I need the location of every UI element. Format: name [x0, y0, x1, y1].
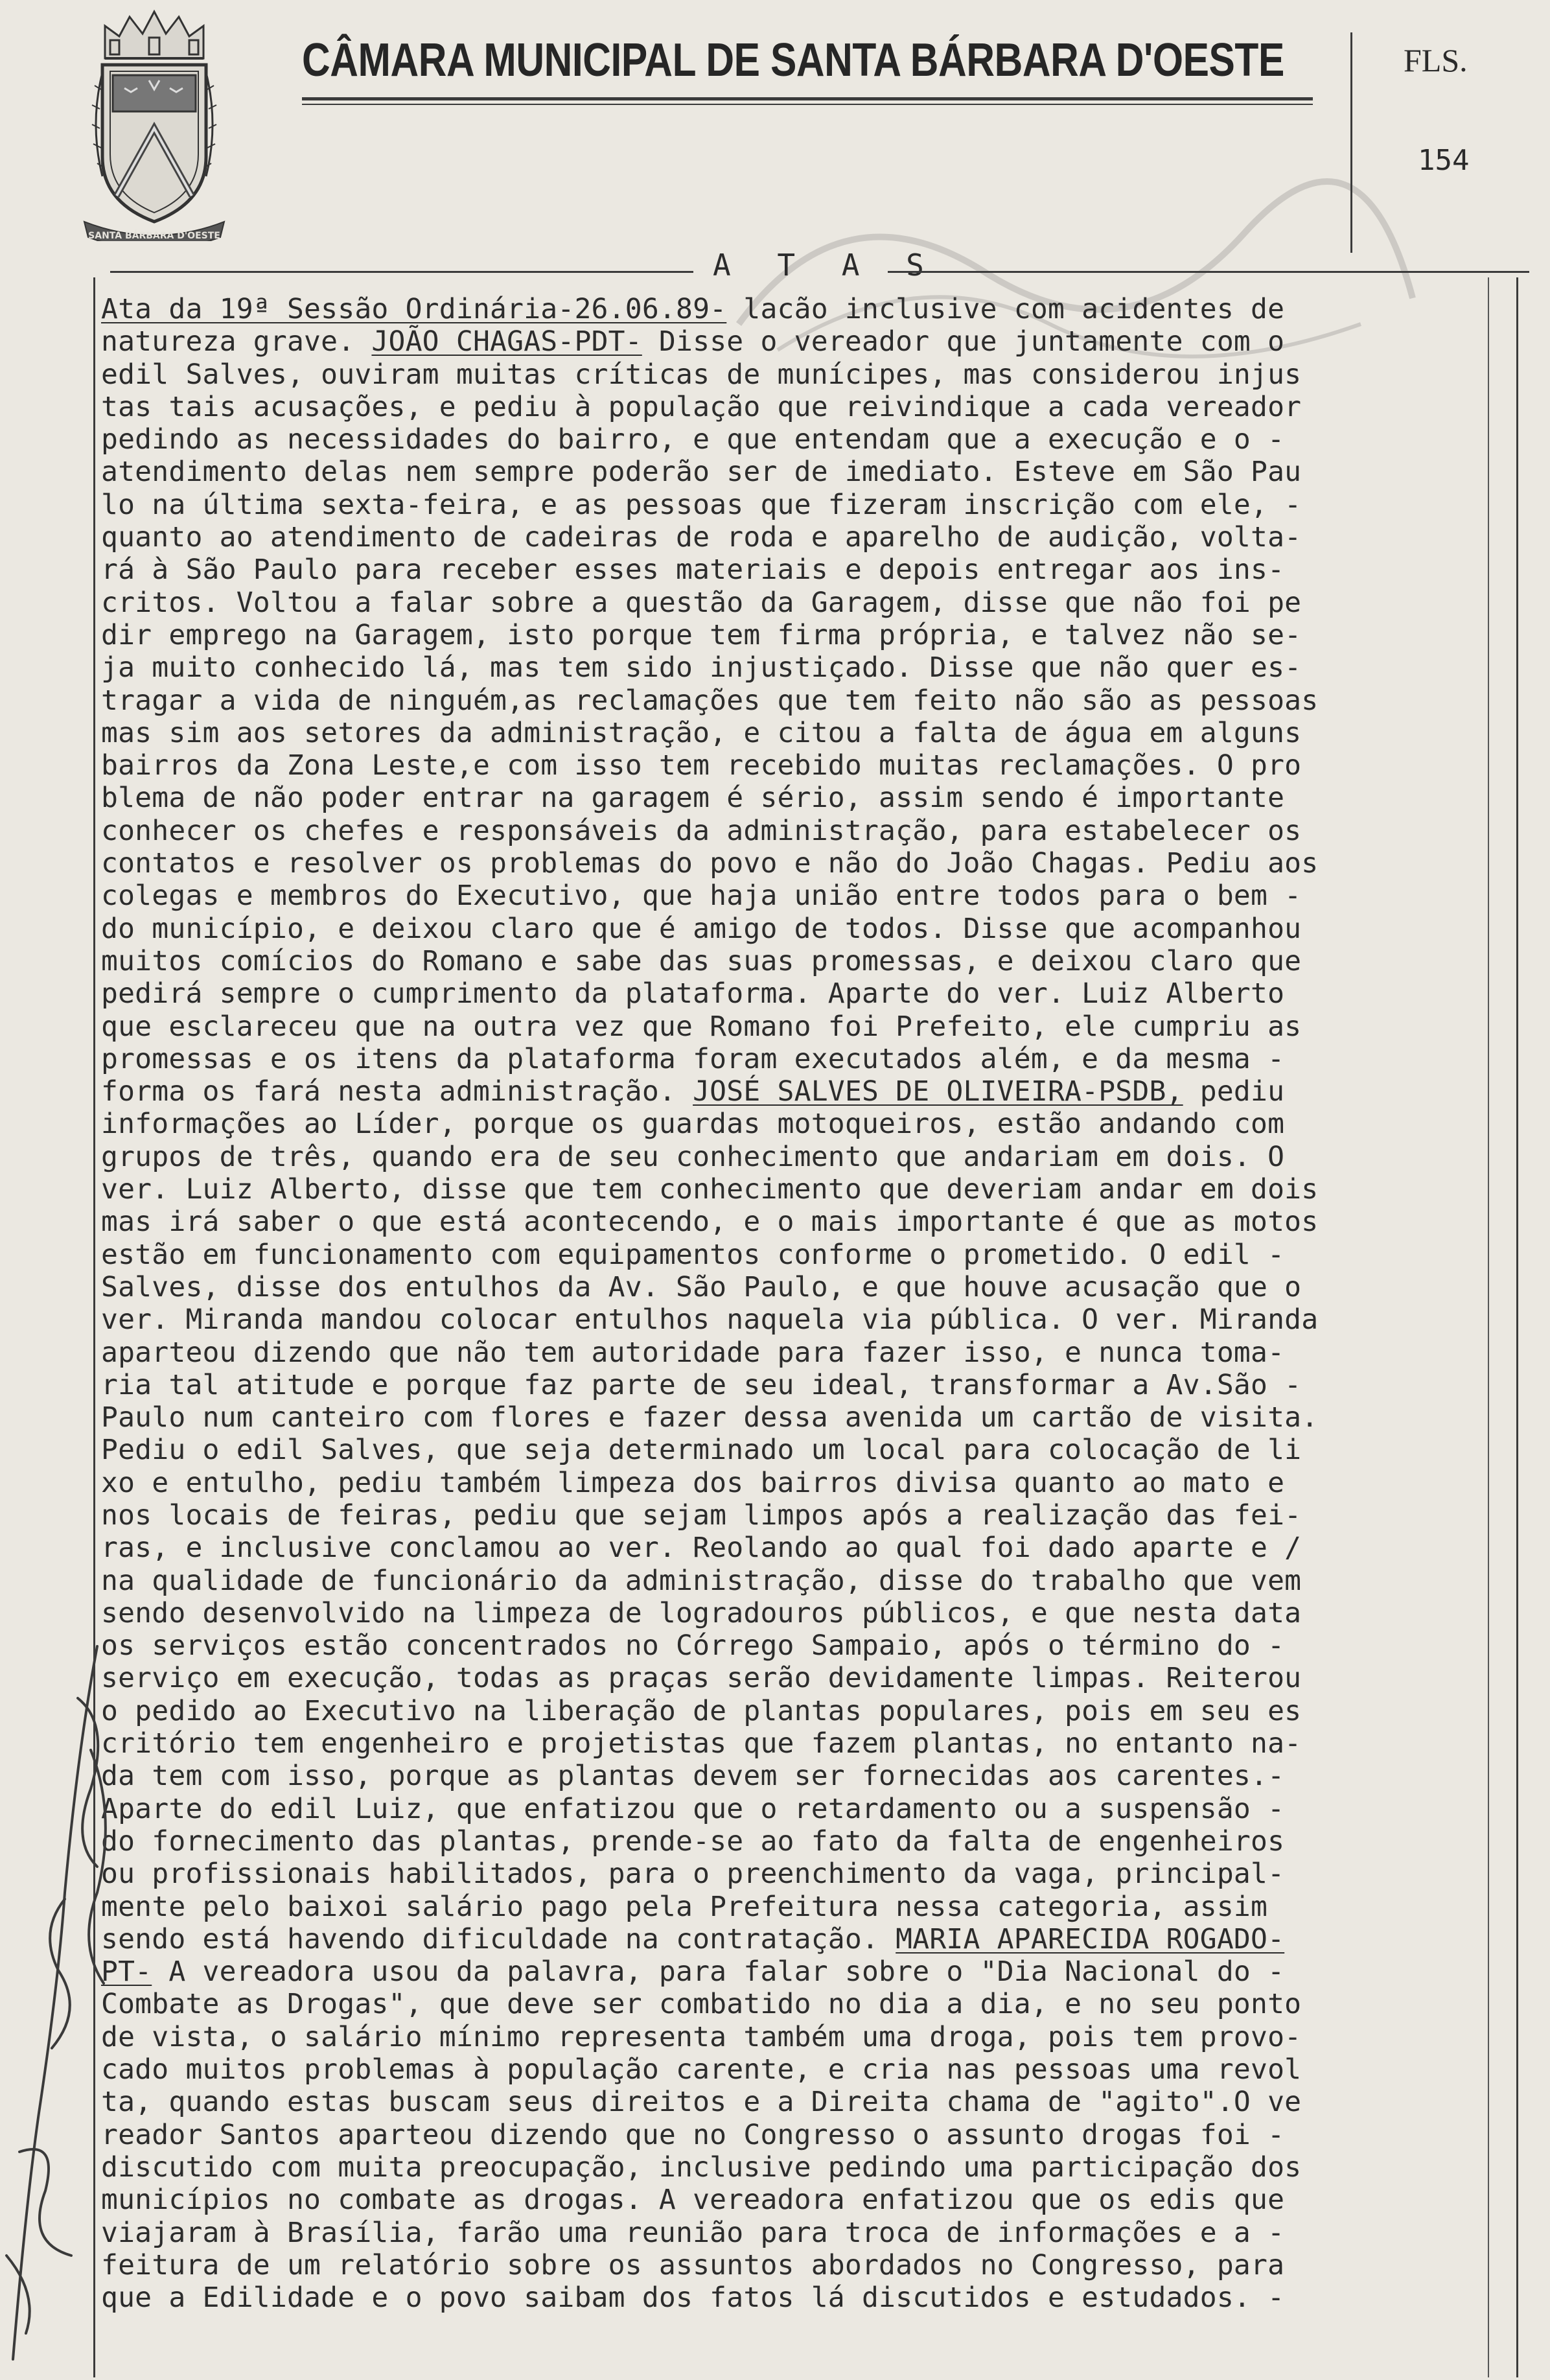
minutes-line	[101, 1075, 1488, 1108]
minutes-text: viajaram à Brasília, farão uma reunião para troca de informações e a -	[101, 2216, 1285, 2249]
minutes-text: muitos comícios do Romano e sabe das suas promessas, e deixou claro que	[101, 944, 1302, 977]
page-number: 154	[1418, 144, 1470, 177]
minutes-text: Combate as Drogas", que deve ser combatido no dia a dia, e no seu ponto	[101, 1988, 1302, 2021]
minutes-line	[101, 521, 1488, 554]
minutes-text: natureza grave.	[101, 325, 372, 358]
minutes-line	[101, 391, 1488, 423]
minutes-text: bairros da Zona Leste,e com isso tem recebido muitas reclamações. O pro	[101, 749, 1302, 782]
minutes-text: Aparte do edil Luiz, que enfatizou que o retardamento ou a suspensão -	[101, 1792, 1285, 1825]
minutes-line	[101, 1401, 1488, 1434]
speaker-heading: MARIA APARECIDA ROGADO-	[896, 1922, 1285, 1955]
minutes-text: Paulo num canteiro com flores e fazer dessa avenida um cartão de visita.	[101, 1401, 1319, 1434]
minutes-line	[101, 1499, 1488, 1532]
minutes-text: ras, e inclusive conclamou ao ver. Reolando ao qual foi dado aparte e /	[101, 1532, 1302, 1565]
minutes-text: que esclareceu que na outra vez que Romano foi Prefeito, ele cumpriu as	[101, 1010, 1302, 1043]
minutes-text: serviço em execução, todas as praças serão devidamente limpas. Reiterou	[101, 1662, 1302, 1695]
fls-label: FLS.	[1404, 42, 1468, 78]
minutes-line	[101, 1858, 1488, 1890]
minutes-line	[101, 977, 1488, 1010]
minutes-line	[101, 2053, 1488, 2086]
minutes-text: ja muito conhecido lá, mas tem sido injustiçado. Disse que não quer es-	[101, 651, 1302, 684]
minutes-text: quanto ao atendimento de cadeiras de roda e aparelho de audição, volta-	[101, 521, 1302, 554]
minutes-text: do fornecimento das plantas, prende-se ao fato da falta de engenheiros	[101, 1825, 1285, 1858]
minutes-line	[101, 1043, 1488, 1075]
atas-rule-left	[110, 271, 693, 273]
minutes-line	[101, 2119, 1488, 2151]
minutes-line	[101, 1369, 1488, 1401]
minutes-line	[101, 1239, 1488, 1271]
minutes-text: sendo desenvolvido na limpeza de logradouros públicos, e que nesta data	[101, 1596, 1302, 1629]
minutes-line	[101, 2281, 1488, 2314]
minutes-text: feitura de um relatório sobre os assuntos abordados no Congresso, para	[101, 2248, 1285, 2281]
minutes-text: Disse o vereador que juntamente com o	[642, 325, 1285, 358]
minutes-text: da tem com isso, porque as plantas devem ser fornecidas aos carentes.-	[101, 1760, 1285, 1793]
municipal-coat-of-arms-icon	[79, 8, 229, 241]
minutes-text: pedirá sempre o cumprimento da plataforma. Aparte do ver. Luiz Alberto	[101, 977, 1285, 1010]
minutes-text: ver. Luiz Alberto, disse que tem conhecimento que deveriam andar em dois	[101, 1173, 1319, 1206]
atas-rule-right	[888, 271, 1529, 273]
minutes-text: tragar a vida de ninguém,as reclamações que tem feito não são as pessoas	[101, 684, 1319, 717]
minutes-line	[101, 554, 1488, 586]
minutes-text: o pedido ao Executivo na liberação de plantas populares, pois em seu es	[101, 1694, 1302, 1727]
minutes-text: discutido com muita preocupação, inclusive pedindo uma participação dos	[101, 2151, 1302, 2184]
speaker-heading: Ata da 19ª Sessão Ordinária-26.06.89-	[101, 293, 727, 325]
minutes-line	[101, 1532, 1488, 1564]
minutes-line	[101, 1955, 1488, 1988]
minutes-text: grupos de três, quando era de seu conhecimento que andariam em dois. O	[101, 1140, 1285, 1173]
minutes-text: de vista, o salário mínimo representa também uma droga, pois tem provo-	[101, 2020, 1302, 2053]
minutes-line	[101, 1141, 1488, 1173]
minutes-text: critório tem engenheiro e projetistas que fazem plantas, no entanto na-	[101, 1727, 1302, 1760]
minutes-line	[101, 880, 1488, 912]
minutes-text: ria tal atitude e porque faz parte de seu ideal, transformar a Av.São -	[101, 1368, 1302, 1401]
speaker-heading: JOÃO CHAGAS-PDT-	[371, 325, 642, 358]
minutes-text: cado muitos problemas à população carente, e cria nas pessoas uma revol	[101, 2053, 1302, 2086]
minutes-line	[101, 1303, 1488, 1336]
minutes-line	[101, 1923, 1488, 1955]
minutes-text: pediu	[1183, 1075, 1285, 1108]
minutes-line	[101, 815, 1488, 847]
minutes-text: tas tais acusações, e pediu à população que reivindique a cada vereador	[101, 390, 1302, 423]
speaker-heading: JOSÉ SALVES DE OLIVEIRA-PSDB,	[693, 1075, 1183, 1108]
minutes-line	[101, 782, 1488, 814]
minutes-text: mas sim aos setores da administração, e citou a falta de água em alguns	[101, 716, 1302, 749]
minutes-text: edil Salves, ouviram muitas críticas de munícipes, mas considerou injus	[101, 358, 1302, 391]
minutes-line	[101, 651, 1488, 684]
minutes-line	[101, 2086, 1488, 2118]
minutes-text: A vereadora usou da palavra, para falar sobre o "Dia Nacional do -	[152, 1955, 1285, 1989]
minutes-text: informações ao Líder, porque os guardas motoqueiros, estão andando com	[101, 1108, 1285, 1141]
minutes-line	[101, 325, 1488, 358]
minutes-line	[101, 1629, 1488, 1662]
minutes-line	[101, 1988, 1488, 2020]
minutes-line	[101, 293, 1488, 325]
minutes-line	[101, 1727, 1488, 1760]
minutes-text: mas irá saber o que está acontecendo, e o mais importante é que as motos	[101, 1206, 1319, 1239]
minutes-text: contatos e resolver os problemas do povo e não do João Chagas. Pediu aos	[101, 847, 1319, 880]
minutes-text: conhecer os chefes e responsáveis da administração, para estabelecer os	[101, 814, 1302, 847]
minutes-text: mente pelo baixoi salário pago pela Prefeitura nessa categoria, assim	[101, 1890, 1268, 1923]
minutes-text: promessas e os itens da plataforma foram executados além, e da mesma -	[101, 1042, 1285, 1075]
minutes-line	[101, 1565, 1488, 1597]
minutes-line	[101, 587, 1488, 619]
minutes-line	[101, 1662, 1488, 1694]
minutes-text: dir emprego na Garagem, isto porque tem firma própria, e talvez não se-	[101, 618, 1302, 651]
minutes-text: municípios no combate as drogas. A vereadora enfatizou que os edis que	[101, 2184, 1285, 2217]
minutes-text: estão em funcionamento com equipamentos conforme o prometido. O edil -	[101, 1238, 1285, 1271]
title-underline-thin	[302, 104, 1313, 105]
minutes-line	[101, 1825, 1488, 1858]
minutes-line	[101, 423, 1488, 456]
minutes-text: lacão inclusive com acidentes de	[726, 293, 1285, 325]
frame-right-inner-border	[1488, 277, 1489, 2377]
minutes-text: forma os fará nesta administração.	[101, 1075, 693, 1108]
minutes-text: do município, e deixou claro que é amigo de todos. Disse que acompanhou	[101, 912, 1302, 945]
minutes-line	[101, 2249, 1488, 2281]
minutes-line	[101, 358, 1488, 391]
minutes-text: atendimento delas nem sempre poderão ser de imediato. Esteve em São Pau	[101, 456, 1302, 489]
minutes-line	[101, 1108, 1488, 1140]
crest-ribbon-text: SANTA BÁRBARA D'OESTE	[88, 231, 220, 241]
minutes-text: blema de não poder entrar na garagem é sério, assim sendo é importante	[101, 782, 1285, 815]
minutes-line	[101, 2021, 1488, 2053]
minutes-line	[101, 1336, 1488, 1369]
minutes-text: ou profissionais habilitados, para o preenchimento da vaga, principal-	[101, 1858, 1285, 1891]
minutes-line	[101, 1597, 1488, 1629]
minutes-text: na qualidade de funcionário da administração, disse do trabalho que vem	[101, 1564, 1302, 1597]
minutes-line	[101, 749, 1488, 782]
minutes-text: ta, quando estas buscam seus direitos e a Direita chama de "agito".O ve	[101, 2086, 1302, 2119]
minutes-text: colegas e membros do Executivo, que haja união entre todos para o bem -	[101, 880, 1302, 913]
minutes-line	[101, 684, 1488, 717]
minutes-line	[101, 913, 1488, 945]
title-underline	[302, 97, 1313, 100]
minutes-line	[101, 489, 1488, 521]
minutes-text: nos locais de feiras, pediu que sejam limpos após a realização das fei-	[101, 1499, 1302, 1532]
minutes-line	[101, 2217, 1488, 2249]
minutes-text: os serviços estão concentrados no Córrego Sampaio, após o término do -	[101, 1629, 1285, 1662]
chamber-title: CÂMARA MUNICIPAL DE SANTA BÁRBARA D'OESTE	[302, 34, 1284, 86]
minutes-line	[101, 945, 1488, 977]
minutes-line	[101, 619, 1488, 651]
minutes-text: pedindo as necessidades do bairro, e que entendam que a execução e o -	[101, 423, 1285, 456]
minutes-body	[101, 293, 1488, 2314]
margin-signature	[0, 1620, 156, 2372]
minutes-text: xo e entulho, pediu também limpeza dos bairros divisa quanto ao mato e	[101, 1466, 1285, 1499]
minutes-text: sendo está havendo dificuldade na contratação.	[101, 1922, 896, 1955]
minutes-line	[101, 1010, 1488, 1043]
minutes-line	[101, 717, 1488, 749]
speaker-heading: PT-	[101, 1955, 152, 1989]
minutes-text: reador Santos aparteou dizendo que no Congresso o assunto drogas foi -	[101, 2118, 1285, 2151]
frame-right-border	[1516, 277, 1518, 2377]
minutes-line	[101, 1206, 1488, 1238]
minutes-text: que a Edilidade e o povo saibam dos fatos lá discutidos e estudados. -	[101, 2281, 1285, 2315]
minutes-text: ver. Miranda mandou colocar entulhos naquela via pública. O ver. Miranda	[101, 1303, 1319, 1336]
minutes-text: critos. Voltou a falar sobre a questão da Garagem, disse que não foi pe	[101, 586, 1302, 619]
section-label: A T A S	[713, 248, 938, 283]
minutes-line	[101, 1891, 1488, 1923]
minutes-line	[101, 1695, 1488, 1727]
minutes-line	[101, 456, 1488, 488]
minutes-line	[101, 1271, 1488, 1303]
minutes-line	[101, 1760, 1488, 1792]
minutes-line	[101, 847, 1488, 880]
minutes-text: lo na última sexta-feira, e as pessoas que fizeram inscrição com ele, -	[101, 488, 1302, 521]
minutes-line	[101, 1467, 1488, 1499]
minutes-text: aparteou dizendo que não tem autoridade para fazer isso, e nunca toma-	[101, 1336, 1285, 1369]
minutes-text: Pediu o edil Salves, que seja determinado um local para colocação de li	[101, 1434, 1302, 1467]
minutes-line	[101, 1434, 1488, 1466]
minutes-line	[101, 1173, 1488, 1206]
minutes-text: Salves, disse dos entulhos da Av. São Paulo, e que houve acusação que o	[101, 1270, 1302, 1303]
minutes-text: rá à São Paulo para receber esses materiais e depois entregar aos ins-	[101, 554, 1285, 587]
minutes-line	[101, 2184, 1488, 2216]
minutes-line	[101, 2151, 1488, 2184]
minutes-line	[101, 1793, 1488, 1825]
